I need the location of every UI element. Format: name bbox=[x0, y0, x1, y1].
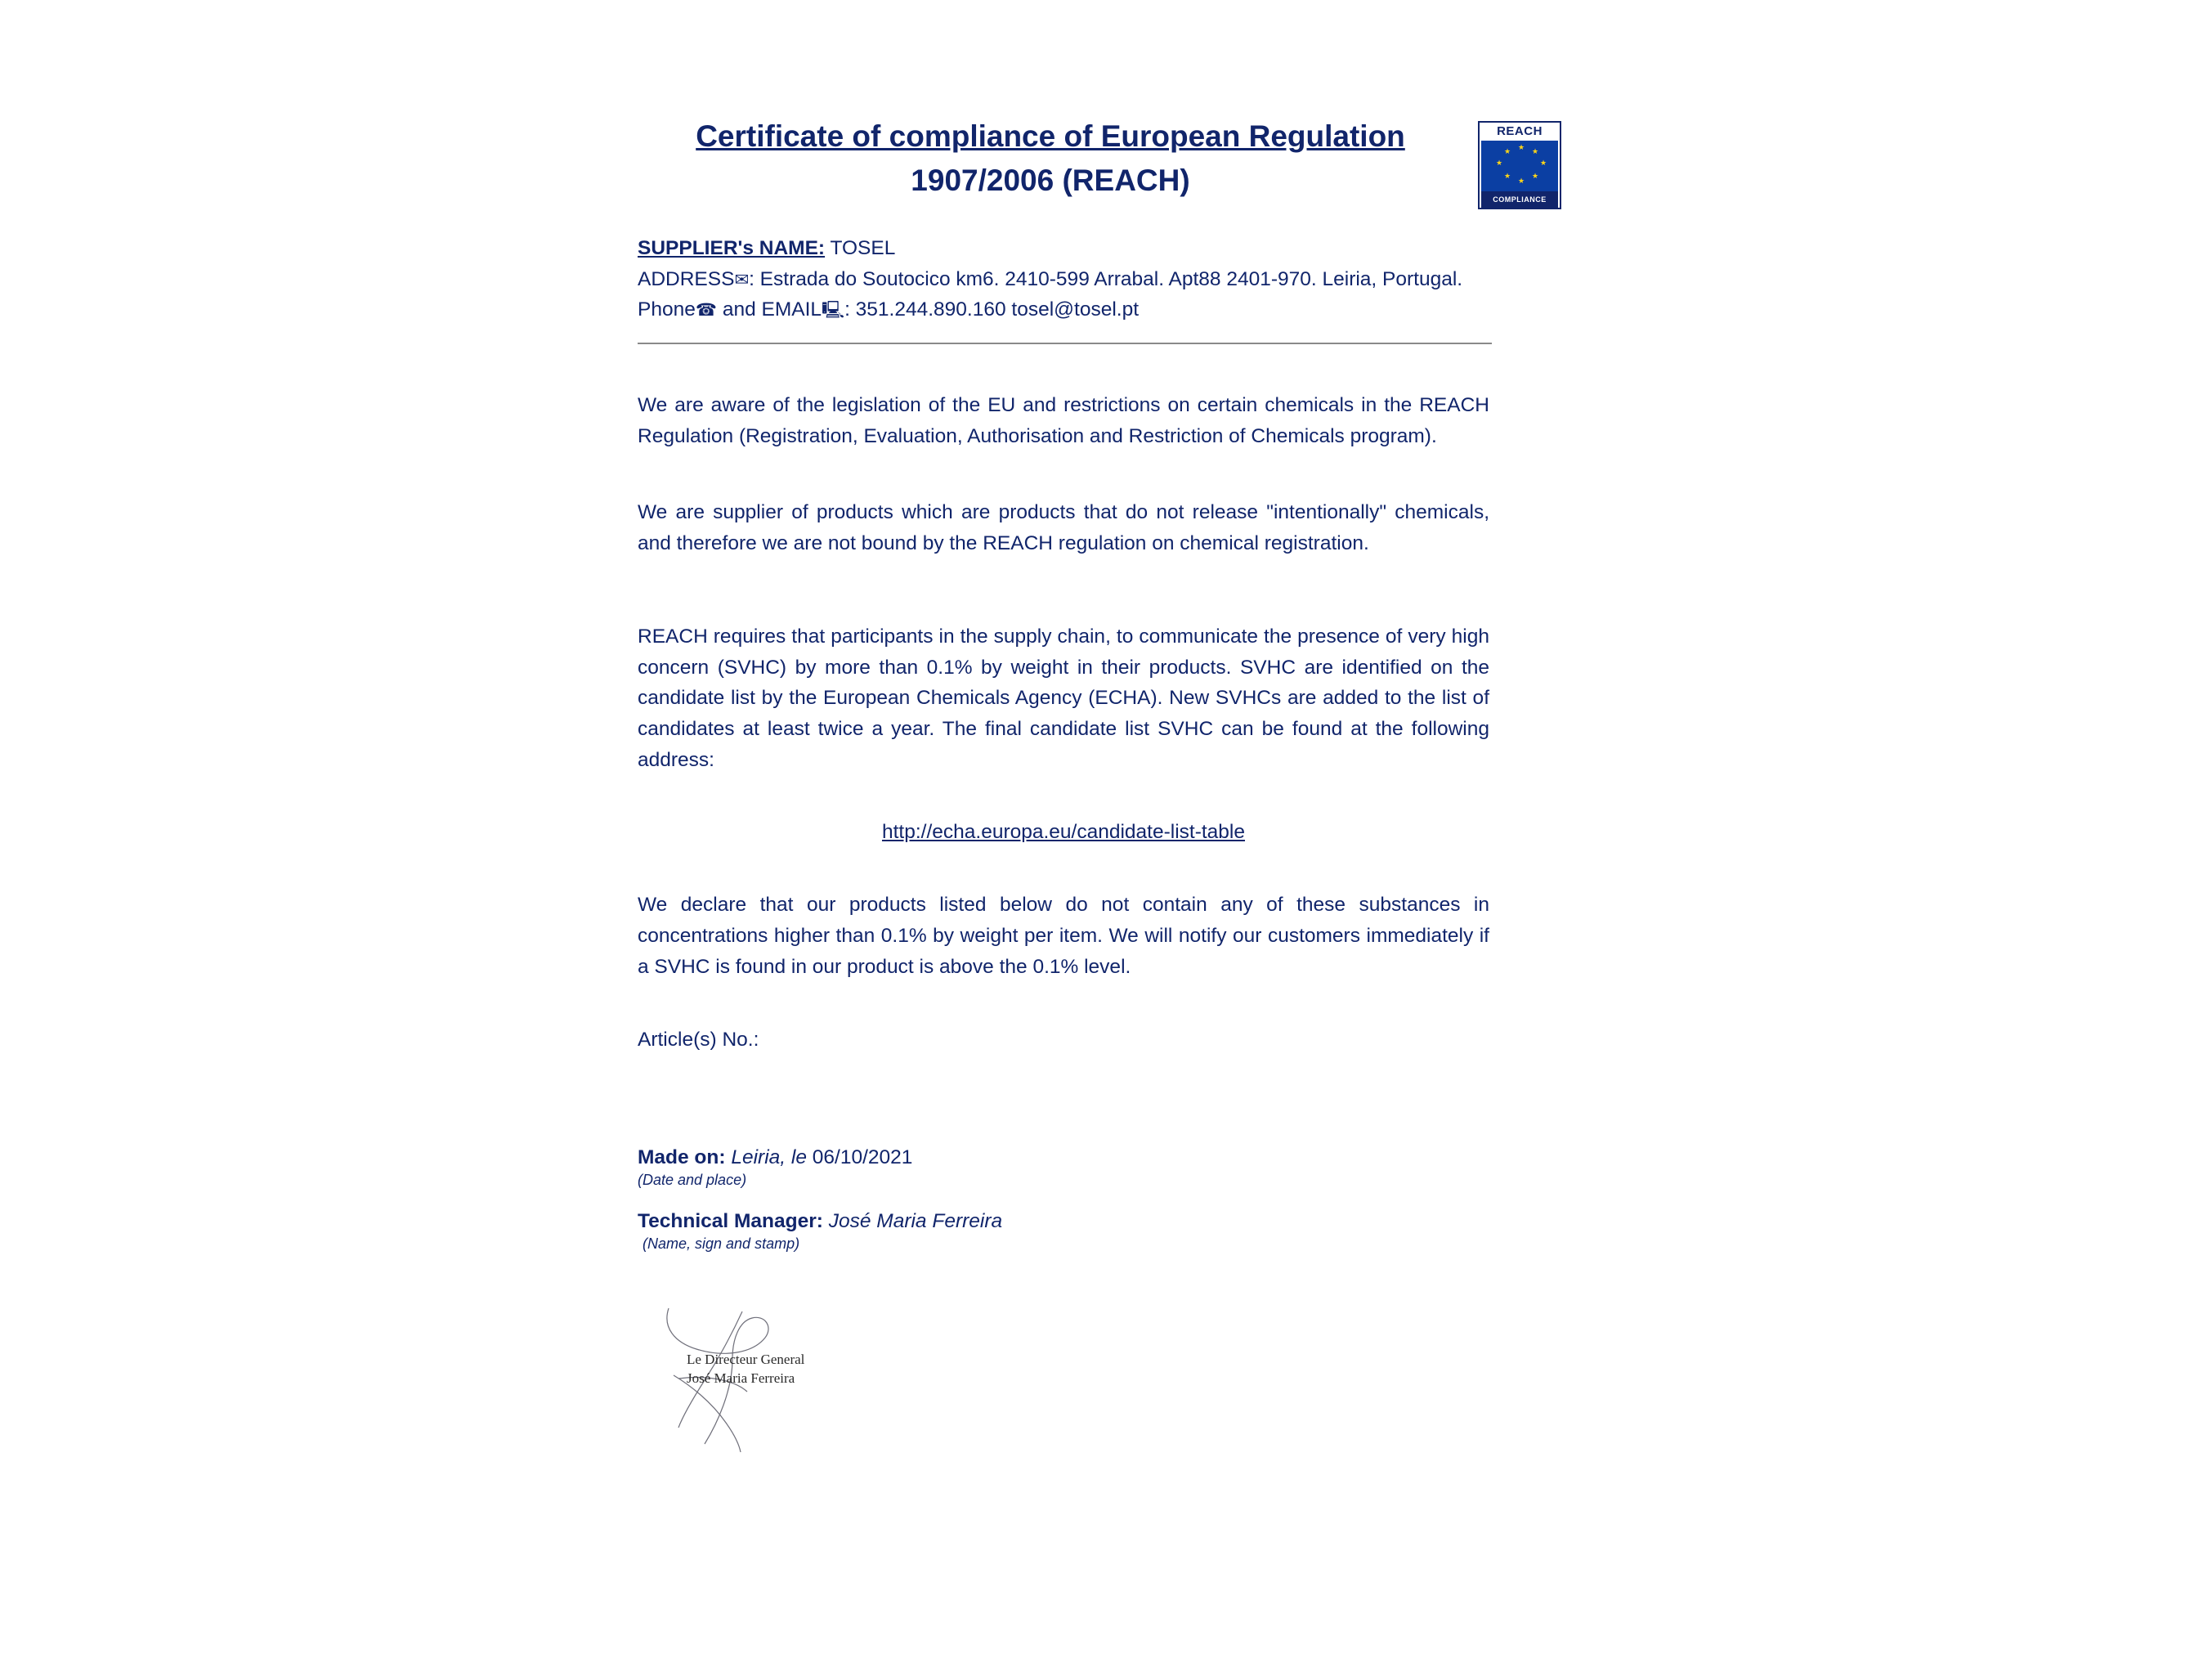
phone-label: Phone bbox=[638, 298, 696, 321]
reach-logo-top-text: REACH bbox=[1497, 124, 1543, 138]
reach-logo-bottom-text: COMPLIANCE bbox=[1481, 191, 1558, 208]
telephone-icon: ☎ bbox=[695, 299, 718, 320]
page-title bbox=[638, 114, 1463, 202]
signature-stamp bbox=[654, 1300, 866, 1455]
technical-manager-line bbox=[638, 1210, 1496, 1233]
reach-compliance-logo bbox=[1478, 121, 1561, 209]
articles-number-line: Article(s) No.: bbox=[638, 1028, 759, 1051]
candidate-list-link-wrap bbox=[638, 821, 1489, 844]
technical-manager-value: José Maria Ferreira bbox=[822, 1209, 1003, 1232]
email-label: and EMAIL bbox=[717, 298, 822, 321]
supplier-name-value: TOSEL bbox=[825, 237, 896, 260]
title-line-2: 1907/2006 (REACH) bbox=[911, 163, 1190, 197]
envelope-icon: ✉ bbox=[734, 269, 750, 289]
paragraph-supplier-statement: We are supplier of products which are products that do not release "intentionally" chemicals, and therefore we are not bound by the REACH regulation on chemical registration. bbox=[638, 501, 1489, 555]
title-line-1: Certificate of compliance of European Regulation bbox=[696, 119, 1405, 153]
paragraph-declaration: We declare that our products listed below do not contain any of these substances in concentrations higher than 0.1% by weight per item. We will notify our customers immediately if a SVHC is found in our product is above the 0.1% level. bbox=[638, 894, 1489, 978]
made-on-line bbox=[638, 1146, 1496, 1169]
contact-value: : 351.244.890.160 tosel@tosel.pt bbox=[844, 298, 1140, 321]
made-on-hint: (Date and place) bbox=[638, 1171, 747, 1188]
title-row bbox=[638, 114, 1547, 204]
stamp-text bbox=[687, 1351, 804, 1388]
supplier-address-line bbox=[638, 264, 1496, 294]
eu-flag-icon: ★ ★ ★ ★ ★ ★ ★ ★ bbox=[1481, 141, 1558, 191]
supplier-name-label: SUPPLIER's NAME: bbox=[638, 237, 826, 260]
supplier-block bbox=[638, 233, 1496, 325]
certificate-body bbox=[638, 114, 1547, 1455]
address-value: : Estrada do Soutocico km6. 2410-599 Arrabal. Apt88 2401-970. Leiria, Portugal. bbox=[749, 267, 1463, 290]
technical-manager-hint: (Name, sign and stamp) bbox=[643, 1235, 800, 1252]
candidate-list-link[interactable]: http://echa.europa.eu/candidate-list-table bbox=[881, 821, 1245, 844]
made-on-label: Made on: bbox=[638, 1146, 726, 1168]
stamp-line-1: Le Directeur General bbox=[687, 1351, 805, 1367]
address-label: ADDRESS bbox=[638, 267, 735, 290]
stamp-line-2: José Maria Ferreira bbox=[687, 1370, 795, 1386]
supplier-name-line bbox=[638, 233, 1496, 263]
made-on-place: Leiria, le bbox=[725, 1146, 807, 1168]
made-on-date: 06/10/2021 bbox=[806, 1146, 913, 1168]
supplier-contact-line bbox=[638, 294, 1496, 325]
technical-manager-label: Technical Manager: bbox=[638, 1209, 823, 1232]
paragraph-svhc-requirements: REACH requires that participants in the supply chain, to communicate the presence of very high concern (SVHC) by more than 0.1% by weight in their products. SVHC are identified on the candidate list by the European Chemicals Agency (ECHA). New SVHCs are added to the list of candidates at least twice a year. The final candidate list SVHC can be found at the following address: bbox=[638, 625, 1489, 771]
computer-icon: 🖳 bbox=[822, 299, 845, 320]
paragraph-awareness: We are aware of the legislation of the EU and restrictions on certain chemicals in the REACH Regulation (Registration, Evaluation, Authorisation and Restriction of Chemicals program). bbox=[638, 393, 1489, 447]
